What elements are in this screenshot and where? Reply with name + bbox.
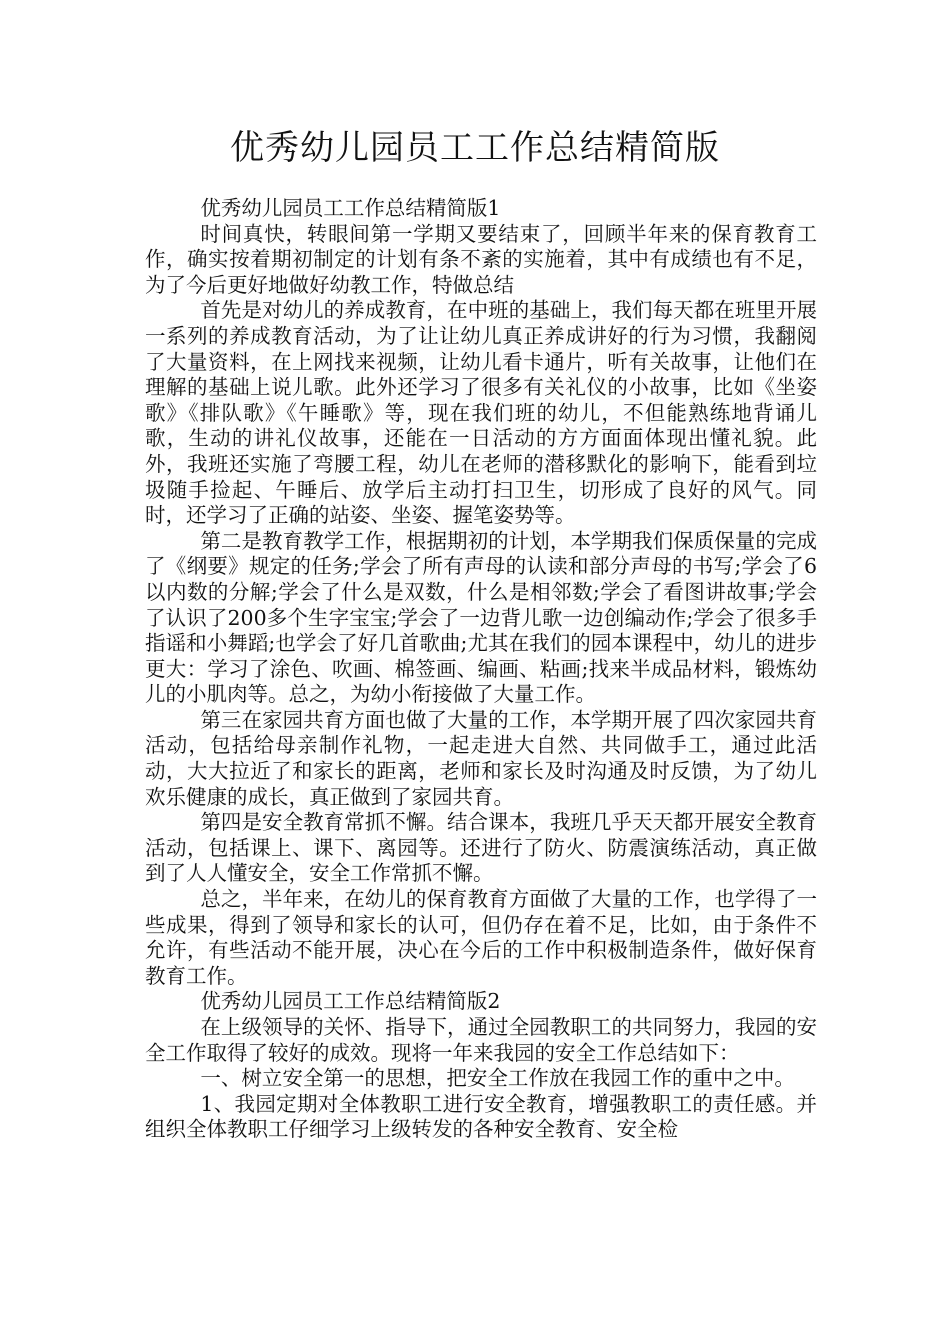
document-body [145, 196, 817, 1143]
paragraph: 一、树立安全第一的思想，把安全工作放在我园工作的重中之中。 [200, 1066, 795, 1091]
section-heading-2: 优秀幼儿园员工工作总结精简版2 [200, 989, 501, 1014]
section-heading-1: 优秀幼儿园员工工作总结精简版1 [200, 196, 501, 220]
paragraph: 首先是对幼儿的养成教育，在中班的基础上，我们每天都在班里开展一系列的养成教育活动，为了让让幼儿真正养成讲好的行为习惯，我翻阅了大量资料，在上网找来视频，让幼儿看卡通片，听有关故事，让他们在理解的基础上说儿歌。此外还学习了很多有关礼仪的小故事，比如《坐姿歌》《排队歌》《午睡歌》等，现在我们班的幼儿，不但能熟练地背诵儿歌，生动的讲礼仪故事，还能在一日活动的方方面面体现出懂礼貌。此外，我班还实施了弯腰工程，幼儿在老师的潜移默化的影响下，能看到垃圾随手捡起、午睡后、放学后主动打扫卫生，切形成了良好的风气。同时，还学习了正确的站姿、坐姿、握笔姿势等。 [145, 298, 817, 528]
paragraph: 在上级领导的关怀、指导下，通过全园教职工的共同努力，我园的安全工作取得了较好的成效。现将一年来我园的安全工作总结如下： [145, 1015, 817, 1065]
paragraph: 第二是教育教学工作，根据期初的计划，本学期我们保质保量的完成了《纲要》规定的任务;学会了所有声母的认读和部分声母的书写;学会了6以内数的分解;学会了什么是双数，什么是相邻数;学会了看图讲故事;学会了认识了200多个生字宝宝;学会了一边背儿歌一边创编动作;学会了很多手指谣和小舞蹈;也学会了好几首歌曲;尤其在我们的园本课程中，幼儿的进步更大：学习了涂色、吹画、棉签画、编画、粘画;找来半成品材料，锻炼幼儿的小肌肉等。总之，为幼小衔接做了大量工作。 [145, 528, 817, 707]
paragraph: 第三在家园共育方面也做了大量的工作，本学期开展了四次家园共育活动，包括给母亲制作礼物，一起走进大自然、共同做手工，通过此活动，大大拉近了和家长的距离，老师和家长及时沟通及时反馈，为了幼儿欢乐健康的成长，真正做到了家园共育。 [145, 707, 817, 809]
paragraph: 1、我园定期对全体教职工进行安全教育，增强教职工的责任感。并组织全体教职工仔细学习上级转发的各种安全教育、安全检 [145, 1091, 817, 1142]
paragraph: 总之，半年来，在幼儿的保育教育方面做了大量的工作，也学得了一些成果，得到了领导和家长的认可，但仍存在着不足，比如，由于条件不允许，有些活动不能开展，决心在今后的工作中积极制造条件，做好保育教育工作。 [145, 887, 817, 988]
paragraph: 时间真快，转眼间第一学期又要结束了，回顾半年来的保育教育工作，确实按着期初制定的计划有条不紊的实施着，其中有成绩也有不足，为了今后更好地做好幼教工作，特做总结 [145, 221, 817, 297]
paragraph: 第四是安全教育常抓不懈。结合课本，我班几乎天天都开展安全教育活动，包括课上、课下、离园等。还进行了防火、防震演练活动，真正做到了人人懂安全，安全工作常抓不懈。 [145, 810, 817, 886]
document-title: 优秀幼儿园员工工作总结精简版 [230, 128, 720, 168]
